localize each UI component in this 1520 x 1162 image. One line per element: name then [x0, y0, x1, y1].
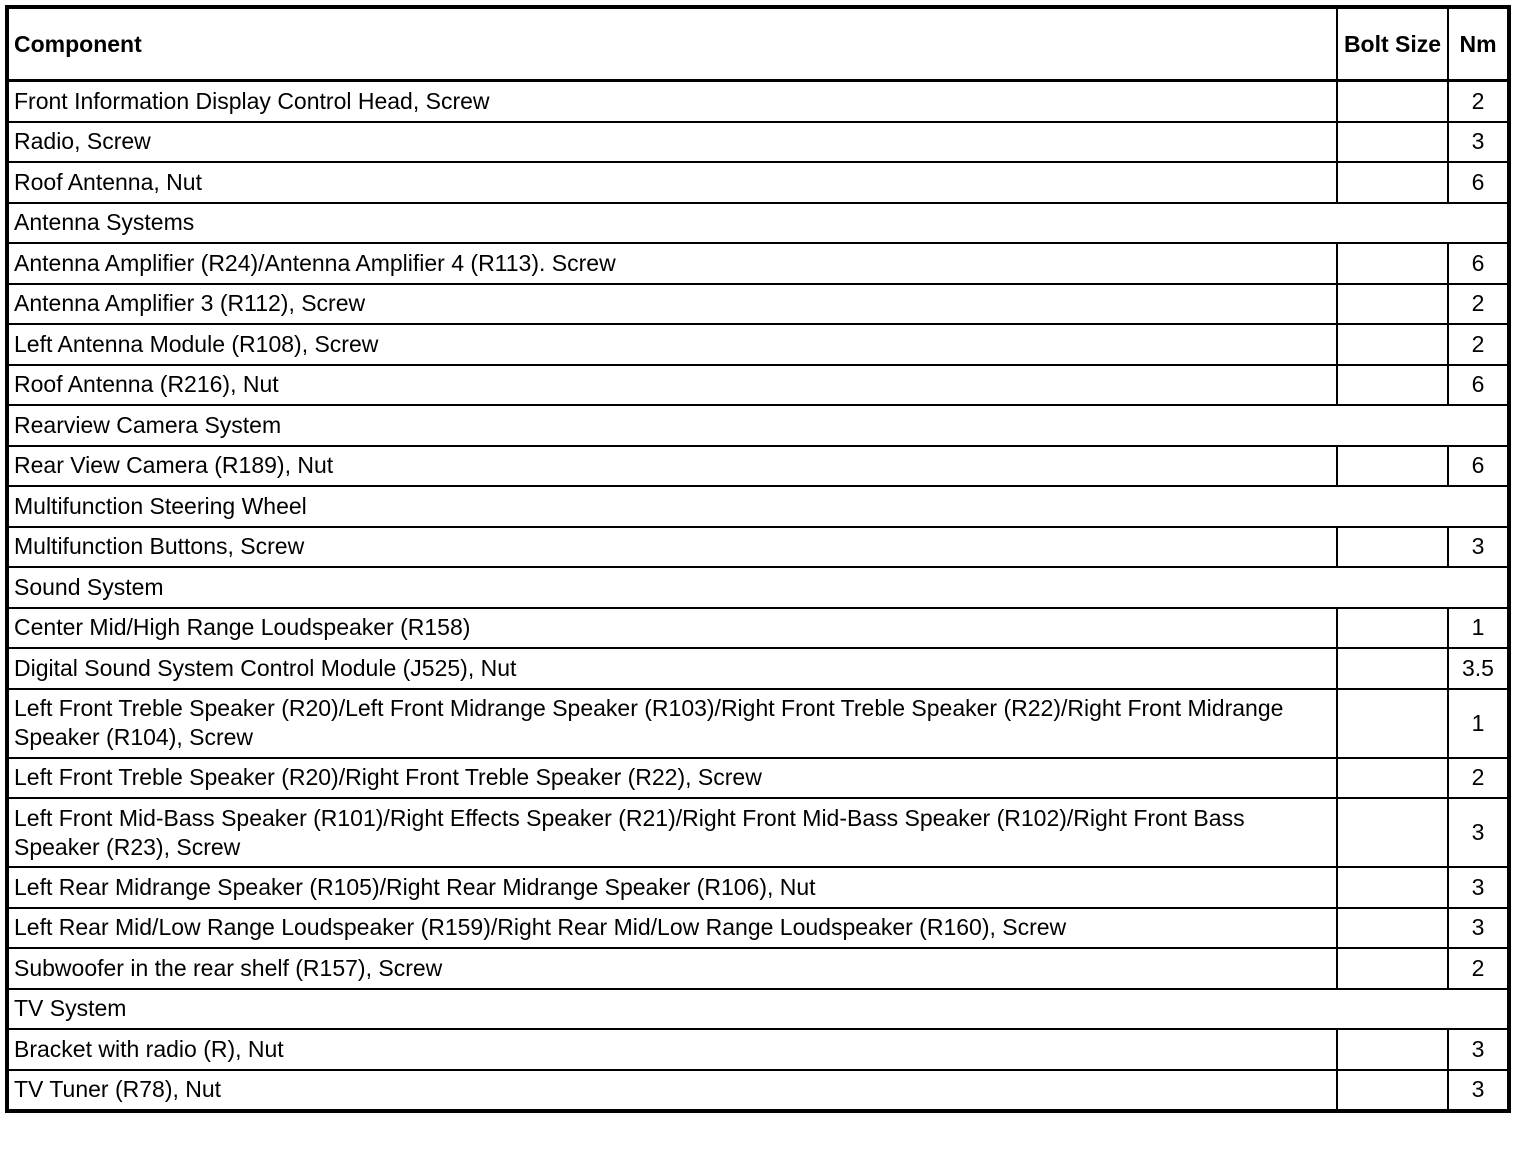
bolt-size-cell: [1337, 324, 1448, 365]
bolt-size-cell: [1337, 908, 1448, 949]
section-title: Rearview Camera System: [7, 405, 1509, 446]
table-row: [7, 162, 1509, 203]
nm-cell: 3: [1448, 1070, 1509, 1112]
component-cell: Left Rear Mid/Low Range Loudspeaker (R159)/Right Rear Mid/Low Range Loudspeaker (R160), Screw: [7, 908, 1337, 949]
nm-cell: 2: [1448, 948, 1509, 989]
bolt-size-cell: [1337, 798, 1448, 867]
component-cell: Left Front Mid-Bass Speaker (R101)/Right Effects Speaker (R21)/Right Front Mid-Bass Speaker (R102)/Right Front Bass Speaker (R23), Screw: [7, 798, 1337, 867]
bolt-size-cell: [1337, 608, 1448, 649]
table-row: [7, 1029, 1509, 1070]
table-row: [7, 608, 1509, 649]
table-row: [7, 798, 1509, 867]
component-cell: Roof Antenna, Nut: [7, 162, 1337, 203]
nm-cell: 3: [1448, 908, 1509, 949]
component-cell: Radio, Screw: [7, 122, 1337, 163]
component-cell: Center Mid/High Range Loudspeaker (R158): [7, 608, 1337, 649]
component-cell: Rear View Camera (R189), Nut: [7, 446, 1337, 487]
section-title: Antenna Systems: [7, 203, 1509, 244]
header-nm: Nm: [1448, 7, 1509, 81]
section-title: Sound System: [7, 567, 1509, 608]
table-body: [7, 81, 1509, 1112]
table-row: [7, 1070, 1509, 1112]
bolt-size-cell: [1337, 365, 1448, 406]
component-cell: Subwoofer in the rear shelf (R157), Screw: [7, 948, 1337, 989]
table-row: [7, 446, 1509, 487]
component-cell: Roof Antenna (R216), Nut: [7, 365, 1337, 406]
torque-spec-table: [5, 5, 1511, 1113]
bolt-size-cell: [1337, 948, 1448, 989]
bolt-size-cell: [1337, 1029, 1448, 1070]
bolt-size-cell: [1337, 689, 1448, 758]
component-cell: Front Information Display Control Head, Screw: [7, 81, 1337, 122]
component-cell: Left Rear Midrange Speaker (R105)/Right Rear Midrange Speaker (R106), Nut: [7, 867, 1337, 908]
bolt-size-cell: [1337, 243, 1448, 284]
nm-cell: 6: [1448, 243, 1509, 284]
bolt-size-cell: [1337, 446, 1448, 487]
bolt-size-cell: [1337, 1070, 1448, 1112]
table-row: [7, 758, 1509, 799]
bolt-size-cell: [1337, 81, 1448, 122]
section-row: [7, 989, 1509, 1030]
component-cell: Antenna Amplifier 3 (R112), Screw: [7, 284, 1337, 325]
nm-cell: 6: [1448, 365, 1509, 406]
nm-cell: 3: [1448, 122, 1509, 163]
nm-cell: 2: [1448, 324, 1509, 365]
component-cell: Bracket with radio (R), Nut: [7, 1029, 1337, 1070]
component-cell: Multifunction Buttons, Screw: [7, 527, 1337, 568]
nm-cell: 3: [1448, 867, 1509, 908]
table-row: [7, 867, 1509, 908]
section-row: [7, 567, 1509, 608]
component-cell: TV Tuner (R78), Nut: [7, 1070, 1337, 1112]
nm-cell: 3: [1448, 527, 1509, 568]
component-cell: Antenna Amplifier (R24)/Antenna Amplifier 4 (R113). Screw: [7, 243, 1337, 284]
table-row: [7, 81, 1509, 122]
nm-cell: 2: [1448, 284, 1509, 325]
bolt-size-cell: [1337, 284, 1448, 325]
table-row: [7, 908, 1509, 949]
section-row: [7, 203, 1509, 244]
component-cell: Left Front Treble Speaker (R20)/Left Front Midrange Speaker (R103)/Right Front Treble Speaker (R22)/Right Front Midrange Speaker (R104), Screw: [7, 689, 1337, 758]
bolt-size-cell: [1337, 867, 1448, 908]
header-bolt-size: Bolt Size: [1337, 7, 1448, 81]
section-row: [7, 486, 1509, 527]
table-row: [7, 527, 1509, 568]
section-title: Multifunction Steering Wheel: [7, 486, 1509, 527]
bolt-size-cell: [1337, 122, 1448, 163]
nm-cell: 3.5: [1448, 648, 1509, 689]
table-row: [7, 689, 1509, 758]
nm-cell: 2: [1448, 81, 1509, 122]
component-cell: Left Front Treble Speaker (R20)/Right Front Treble Speaker (R22), Screw: [7, 758, 1337, 799]
section-row: [7, 405, 1509, 446]
section-title: TV System: [7, 989, 1509, 1030]
nm-cell: 6: [1448, 446, 1509, 487]
table-row: [7, 284, 1509, 325]
table-row: [7, 122, 1509, 163]
bolt-size-cell: [1337, 758, 1448, 799]
header-component: Component: [7, 7, 1337, 81]
component-cell: Digital Sound System Control Module (J525), Nut: [7, 648, 1337, 689]
bolt-size-cell: [1337, 527, 1448, 568]
nm-cell: 3: [1448, 1029, 1509, 1070]
component-cell: Left Antenna Module (R108), Screw: [7, 324, 1337, 365]
table-row: [7, 365, 1509, 406]
table-row: [7, 324, 1509, 365]
nm-cell: 6: [1448, 162, 1509, 203]
bolt-size-cell: [1337, 162, 1448, 203]
nm-cell: 1: [1448, 608, 1509, 649]
nm-cell: 2: [1448, 758, 1509, 799]
table-header-row: [7, 7, 1509, 81]
nm-cell: 1: [1448, 689, 1509, 758]
bolt-size-cell: [1337, 648, 1448, 689]
table-row: [7, 243, 1509, 284]
nm-cell: 3: [1448, 798, 1509, 867]
table-row: [7, 948, 1509, 989]
table-row: [7, 648, 1509, 689]
